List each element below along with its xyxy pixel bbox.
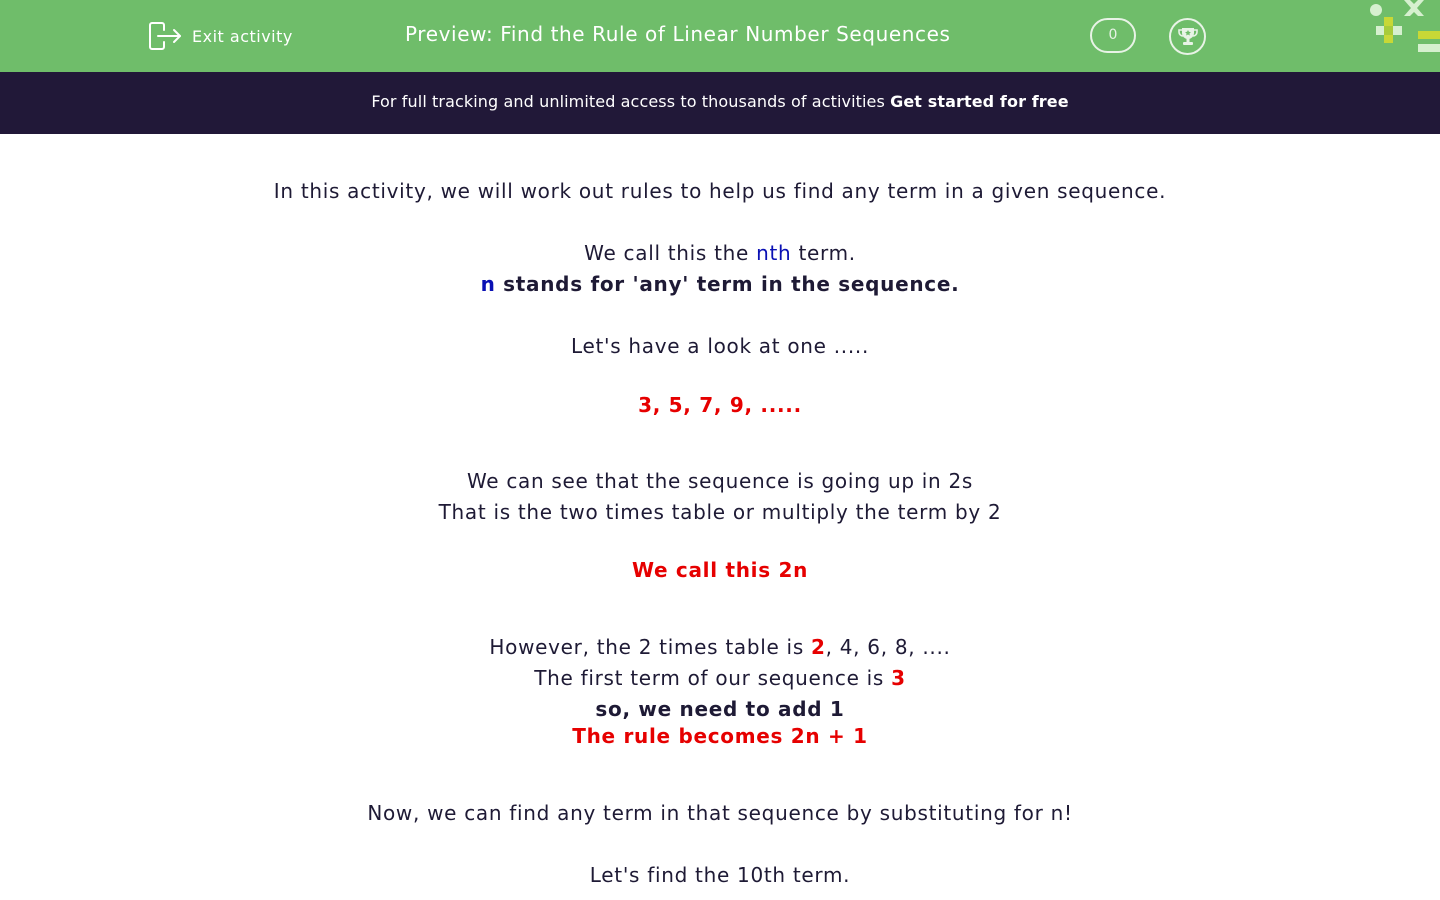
look-text: Let's have a look at one ..... — [570, 334, 870, 358]
promo-banner — [0, 72, 1440, 134]
page-title: Preview: Find the Rule of Linear Number Sequences — [405, 22, 951, 46]
exit-activity-button[interactable] — [148, 20, 293, 52]
first-term-highlight: 3 — [891, 666, 906, 690]
tenth-term-text: Let's find the 10th term. — [589, 863, 851, 887]
first-term-line — [0, 666, 1440, 690]
rule-text: The rule becomes 2n + 1 — [572, 724, 868, 748]
n-definition-line — [0, 272, 1440, 296]
intro-text: In this activity, we will work out rules to help us find any term in a given sequence. — [273, 179, 1167, 203]
however-line — [0, 635, 1440, 659]
score-counter: 0 — [1090, 18, 1136, 53]
sequence-example: 3, 5, 7, 9, ..... — [638, 393, 802, 417]
nth-line-text-end: term. — [791, 241, 856, 265]
math-symbols-logo — [1366, 0, 1440, 56]
exit-activity-label: Exit activity — [192, 26, 293, 46]
substitute-text: Now, we can find any term in that sequence by substituting for n! — [367, 801, 1073, 825]
however-highlight: 2 — [811, 635, 826, 659]
going-up-text: We can see that the sequence is going up in 2s — [466, 469, 974, 493]
call-2n-text: We call this 2n — [631, 558, 809, 582]
promo-text: For full tracking and unlimited access to thousands of activities — [371, 92, 891, 111]
nth-line-text: We call this the — [584, 241, 757, 265]
exit-icon — [148, 21, 182, 51]
n-definition-text: stands for 'any' term in the sequence. — [495, 272, 960, 296]
trophy-button[interactable] — [1169, 18, 1206, 55]
add-one-text: so, we need to add 1 — [595, 697, 845, 721]
top-bar — [0, 0, 1440, 72]
n-highlight: n — [480, 272, 496, 296]
nth-term-line — [0, 241, 1440, 265]
trophy-icon — [1177, 26, 1199, 48]
nth-highlight: nth — [756, 241, 792, 265]
get-started-link[interactable]: Get started for free — [890, 92, 1069, 111]
however-text: However, the 2 times table is — [489, 635, 811, 659]
first-term-text: The first term of our sequence is — [534, 666, 892, 690]
two-times-text: That is the two times table or multiply the term by 2 — [438, 500, 1002, 524]
lesson-content — [0, 134, 1440, 900]
however-text-end: , 4, 6, 8, .... — [825, 635, 951, 659]
